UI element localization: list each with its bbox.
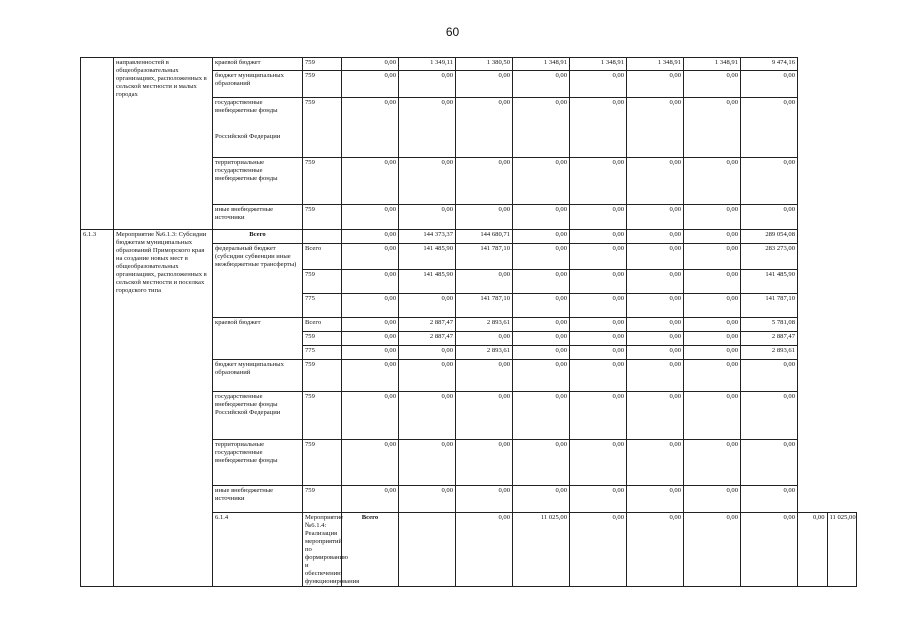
value-cell: 141 787,10 bbox=[456, 294, 513, 318]
value-cell: 0,00 bbox=[684, 244, 741, 270]
value-cell: 0,00 bbox=[570, 440, 627, 486]
value-cell: 0,00 bbox=[570, 244, 627, 270]
item-number-cell: 6.1.4 bbox=[213, 513, 303, 587]
value-cell: 0,00 bbox=[513, 244, 570, 270]
value-cell: 0,00 bbox=[570, 230, 627, 244]
value-cell: 0,00 bbox=[684, 346, 741, 360]
value-cell: 0,00 bbox=[570, 71, 627, 98]
value-cell: 0,00 bbox=[627, 332, 684, 346]
value-cell: 2 887,47 bbox=[399, 332, 456, 346]
value-cell: 0,00 bbox=[684, 98, 741, 158]
value-cell: 0,00 bbox=[798, 513, 828, 587]
value-cell: 0,00 bbox=[570, 360, 627, 392]
value-cell: 0,00 bbox=[513, 71, 570, 98]
value-cell: 0,00 bbox=[570, 486, 627, 513]
value-cell: 0,00 bbox=[627, 158, 684, 205]
funding-source-cell: краевой бюджет bbox=[213, 318, 303, 360]
value-cell: 0,00 bbox=[399, 346, 456, 360]
funding-source-text: бюджет муниципальных образований bbox=[215, 71, 284, 87]
value-cell: 0,00 bbox=[342, 360, 399, 392]
value-cell: 0,00 bbox=[684, 392, 741, 440]
value-cell: 0,00 bbox=[342, 270, 399, 294]
value-cell: 141 787,10 bbox=[456, 244, 513, 270]
budget-code-cell: 759 bbox=[303, 360, 342, 392]
value-cell: 0,00 bbox=[342, 294, 399, 318]
value-cell: 0,00 bbox=[570, 318, 627, 332]
value-cell: 0,00 bbox=[342, 332, 399, 346]
value-cell: 0,00 bbox=[456, 332, 513, 346]
budget-code-cell: 759 bbox=[303, 392, 342, 440]
value-cell: 0,00 bbox=[399, 360, 456, 392]
value-cell: 0,00 bbox=[456, 486, 513, 513]
value-cell: 0,00 bbox=[342, 346, 399, 360]
total-label-cell: Всего bbox=[213, 230, 303, 244]
value-cell: 0,00 bbox=[684, 318, 741, 332]
budget-code-cell: 759 bbox=[303, 440, 342, 486]
value-cell: 11 025,00 bbox=[513, 513, 570, 587]
value-cell: 0,00 bbox=[513, 158, 570, 205]
activity-name-cell: Мероприятие №6.1.3: Субсидии бюджетам муниципальных образований Приморского края на создание новых мест в общеобразовательных организациях, расположенных в сельской местности и поселках городского типа bbox=[114, 230, 213, 587]
value-cell: 0,00 bbox=[627, 392, 684, 440]
funding-source-cell bbox=[213, 58, 303, 71]
value-cell: 0,00 bbox=[456, 98, 513, 158]
budget-code-cell: 759 bbox=[303, 71, 342, 98]
value-cell: 0,00 bbox=[456, 440, 513, 486]
value-cell: 0,00 bbox=[627, 513, 684, 587]
value-cell: 0,00 bbox=[627, 205, 684, 230]
value-cell: 144 373,37 bbox=[399, 230, 456, 244]
value-cell: 144 680,71 bbox=[456, 230, 513, 244]
value-cell: 0,00 bbox=[684, 513, 741, 587]
value-cell: 0,00 bbox=[684, 158, 741, 205]
value-cell: 0,00 bbox=[570, 205, 627, 230]
value-cell: 0,00 bbox=[513, 294, 570, 318]
value-cell: 0,00 bbox=[399, 392, 456, 440]
value-cell: 0,00 bbox=[741, 360, 798, 392]
value-cell: 0,00 bbox=[627, 244, 684, 270]
value-cell: 0,00 bbox=[399, 486, 456, 513]
budget-code-cell: 775 bbox=[303, 294, 342, 318]
value-cell: 0,00 bbox=[627, 294, 684, 318]
value-cell: 2 887,47 bbox=[399, 318, 456, 332]
value-cell: 0,00 bbox=[513, 318, 570, 332]
activity-name-cell: Мероприятие №6.1.4: Реализация мероприятий по формированию и обеспечению функционирования bbox=[303, 513, 342, 587]
value-cell: 0,00 bbox=[456, 71, 513, 98]
item-number-cell bbox=[81, 58, 114, 230]
value-cell: 0,00 bbox=[456, 158, 513, 205]
value-cell: 0,00 bbox=[627, 270, 684, 294]
value-cell: 0,00 bbox=[456, 392, 513, 440]
value-cell: 1 349,11 bbox=[399, 58, 456, 71]
value-cell: 289 054,08 bbox=[741, 230, 798, 244]
value-cell: 0,00 bbox=[399, 294, 456, 318]
value-cell: 0,00 bbox=[741, 205, 798, 230]
funding-source-text: краевой бюджет bbox=[215, 58, 261, 66]
value-cell: 0,00 bbox=[570, 158, 627, 205]
value-cell: 1 348,91 bbox=[570, 58, 627, 71]
value-cell: 0,00 bbox=[627, 440, 684, 486]
value-cell: 0,00 bbox=[741, 513, 798, 587]
item-number-cell: 6.1.3 bbox=[81, 230, 114, 587]
value-cell: 0,00 bbox=[513, 98, 570, 158]
value-cell: 0,00 bbox=[741, 486, 798, 513]
value-cell: 0,00 bbox=[513, 270, 570, 294]
budget-code-cell: 759 bbox=[303, 205, 342, 230]
value-cell: 0,00 bbox=[741, 440, 798, 486]
value-cell: 0,00 bbox=[456, 513, 513, 587]
value-cell: 0,00 bbox=[684, 294, 741, 318]
value-cell: 0,00 bbox=[570, 294, 627, 318]
page-number: 60 bbox=[445, 25, 460, 39]
value-cell: 0,00 bbox=[456, 360, 513, 392]
funding-source-text: Российской Федерации bbox=[215, 132, 281, 140]
budget-table bbox=[80, 57, 857, 587]
funding-source-cell: иные внебюджетные источники bbox=[213, 486, 303, 513]
value-cell: 1 380,50 bbox=[456, 58, 513, 71]
value-cell: 141 787,10 bbox=[741, 294, 798, 318]
budget-code-cell: 759 bbox=[303, 270, 342, 294]
funding-source-text: иные внебюджетные источники bbox=[215, 205, 274, 221]
budget-code-cell: 759 bbox=[303, 158, 342, 205]
value-cell: 0,00 bbox=[342, 71, 399, 98]
value-cell: 0,00 bbox=[741, 98, 798, 158]
value-cell: 0,00 bbox=[627, 98, 684, 158]
value-cell: 0,00 bbox=[570, 98, 627, 158]
value-cell: 141 485,90 bbox=[741, 270, 798, 294]
table-row bbox=[81, 58, 857, 71]
funding-source-cell bbox=[213, 205, 303, 230]
value-cell: 2 887,47 bbox=[741, 332, 798, 346]
value-cell: 5 781,08 bbox=[741, 318, 798, 332]
value-cell: 0,00 bbox=[684, 270, 741, 294]
funding-source-text: государственные внебюджетные фонды bbox=[215, 98, 278, 114]
value-cell: 0,00 bbox=[399, 71, 456, 98]
value-cell: 0,00 bbox=[570, 270, 627, 294]
value-cell: 0,00 bbox=[399, 205, 456, 230]
value-cell: 0,00 bbox=[684, 332, 741, 346]
budget-code-cell: Всего bbox=[303, 318, 342, 332]
value-cell: 0,00 bbox=[342, 440, 399, 486]
value-cell: 0,00 bbox=[342, 58, 399, 71]
value-cell: 0,00 bbox=[684, 440, 741, 486]
value-cell: 0,00 bbox=[342, 230, 399, 244]
budget-code-cell: 775 bbox=[303, 346, 342, 360]
value-cell: 0,00 bbox=[684, 486, 741, 513]
value-cell: 0,00 bbox=[342, 98, 399, 158]
value-cell: 1 348,91 bbox=[513, 58, 570, 71]
budget-code-cell: 759 bbox=[303, 486, 342, 513]
value-cell: 0,00 bbox=[513, 360, 570, 392]
value-cell: 0,00 bbox=[513, 332, 570, 346]
value-cell: 0,00 bbox=[513, 392, 570, 440]
value-cell: 0,00 bbox=[741, 392, 798, 440]
value-cell: 0,00 bbox=[513, 440, 570, 486]
value-cell: 0,00 bbox=[342, 244, 399, 270]
value-cell: 0,00 bbox=[513, 205, 570, 230]
value-cell: 0,00 bbox=[342, 392, 399, 440]
value-cell: 0,00 bbox=[342, 158, 399, 205]
value-cell: 1 348,91 bbox=[684, 58, 741, 71]
value-cell: 2 893,61 bbox=[456, 318, 513, 332]
value-cell: 0,00 bbox=[684, 205, 741, 230]
funding-source-cell: федеральный бюджет (субсидии субвенции иные межбюджетные трансферты) bbox=[213, 244, 303, 318]
budget-code-cell bbox=[303, 230, 342, 244]
value-cell: 0,00 bbox=[684, 71, 741, 98]
value-cell: 1 348,91 bbox=[627, 58, 684, 71]
value-cell: 0,00 bbox=[342, 486, 399, 513]
value-cell: 2 893,61 bbox=[741, 346, 798, 360]
value-cell: 141 485,90 bbox=[399, 244, 456, 270]
value-cell: 11 025,00 bbox=[827, 513, 857, 587]
budget-code-cell bbox=[399, 513, 456, 587]
funding-source-cell bbox=[213, 158, 303, 205]
value-cell: 0,00 bbox=[342, 205, 399, 230]
funding-source-text: территориальные государственные внебюджетные фонды bbox=[215, 158, 278, 182]
budget-code-cell: Всего bbox=[303, 244, 342, 270]
value-cell: 0,00 bbox=[399, 440, 456, 486]
value-cell: 141 485,90 bbox=[399, 270, 456, 294]
value-cell: 0,00 bbox=[570, 513, 627, 587]
value-cell: 9 474,16 bbox=[741, 58, 798, 71]
funding-source-cell: бюджет муниципальных образований bbox=[213, 360, 303, 392]
table-row bbox=[81, 230, 857, 244]
value-cell: 0,00 bbox=[627, 360, 684, 392]
value-cell: 2 893,61 bbox=[456, 346, 513, 360]
activity-name-cell: направленностей в общеобразовательных организациях, расположенных в сельской местности и малых городах bbox=[114, 58, 213, 230]
value-cell: 0,00 bbox=[684, 360, 741, 392]
value-cell: 0,00 bbox=[342, 318, 399, 332]
value-cell: 0,00 bbox=[627, 486, 684, 513]
value-cell: 0,00 bbox=[627, 346, 684, 360]
value-cell: 0,00 bbox=[513, 486, 570, 513]
value-cell: 0,00 bbox=[627, 230, 684, 244]
value-cell: 0,00 bbox=[570, 346, 627, 360]
value-cell: 0,00 bbox=[513, 346, 570, 360]
budget-code-cell: 759 bbox=[303, 332, 342, 346]
value-cell: 0,00 bbox=[741, 71, 798, 98]
funding-source-cell bbox=[213, 98, 303, 158]
budget-code-cell: 759 bbox=[303, 98, 342, 158]
value-cell: 0,00 bbox=[684, 230, 741, 244]
value-cell: 0,00 bbox=[456, 270, 513, 294]
value-cell: 0,00 bbox=[456, 205, 513, 230]
value-cell: 283 273,00 bbox=[741, 244, 798, 270]
value-cell: 0,00 bbox=[627, 71, 684, 98]
budget-code-cell: 759 bbox=[303, 58, 342, 71]
funding-source-cell: территориальные государственные внебюджетные фонды bbox=[213, 440, 303, 486]
value-cell: 0,00 bbox=[513, 230, 570, 244]
total-label-cell: Всего bbox=[342, 513, 399, 587]
value-cell: 0,00 bbox=[570, 392, 627, 440]
value-cell: 0,00 bbox=[399, 158, 456, 205]
value-cell: 0,00 bbox=[570, 332, 627, 346]
value-cell: 0,00 bbox=[399, 98, 456, 158]
value-cell: 0,00 bbox=[627, 318, 684, 332]
funding-source-cell: государственные внебюджетные фонды Российской Федерации bbox=[213, 392, 303, 440]
funding-source-cell bbox=[213, 71, 303, 98]
value-cell: 0,00 bbox=[741, 158, 798, 205]
